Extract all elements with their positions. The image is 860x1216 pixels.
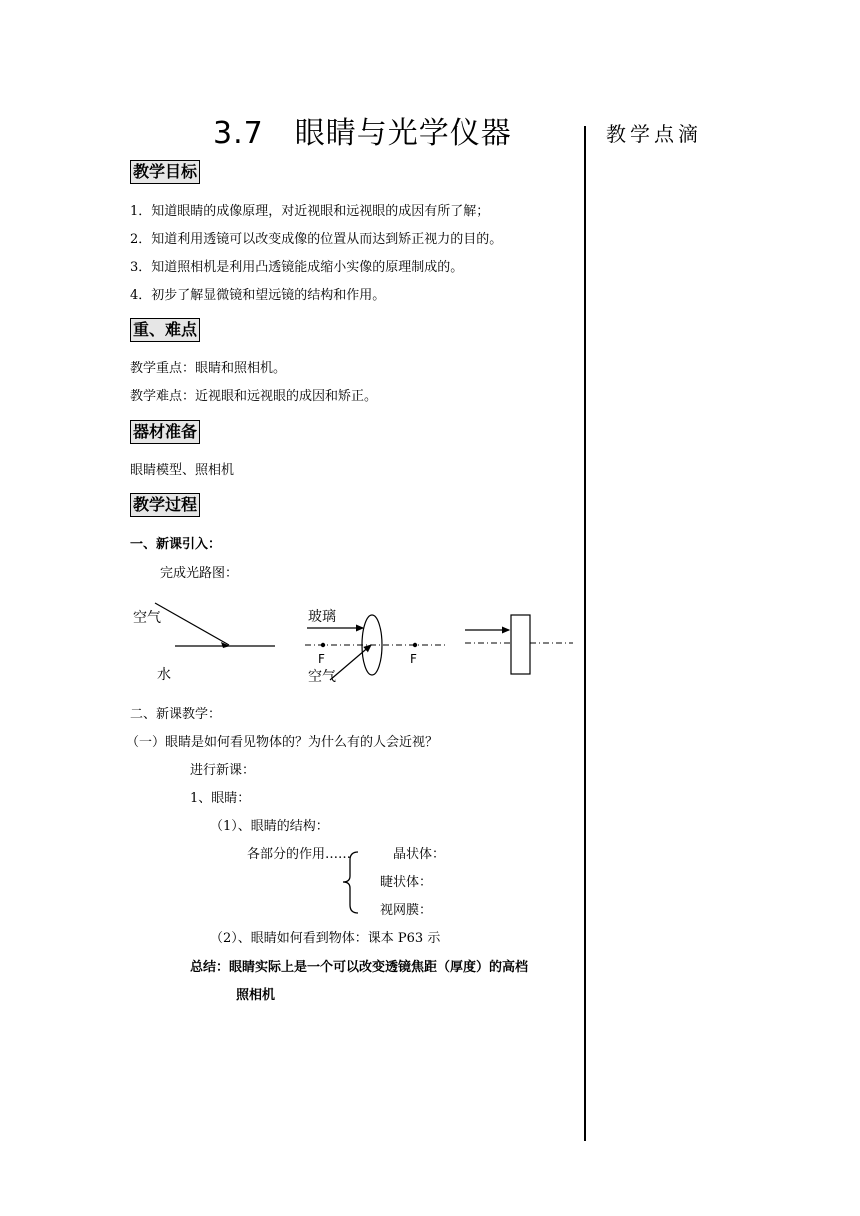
part-retina: 视网膜：: [380, 903, 433, 918]
label-air-2: 空气: [308, 669, 336, 685]
objective-item: 3．知道照相机是利用凸透镜能成缩小实像的原理制成的。: [130, 260, 464, 275]
column-divider: [584, 126, 586, 1141]
label-glass: 玻璃: [308, 609, 336, 625]
part-ciliary-body: 睫状体：: [380, 875, 433, 890]
eye-structure-heading: （1）、眼睛的结构：: [210, 819, 329, 834]
label-focal-left: F: [318, 652, 325, 666]
curly-brace: [340, 850, 362, 915]
focal-point-left: [321, 643, 325, 647]
objective-item: 2．知道利用透镜可以改变成像的位置从而达到矫正视力的目的。: [130, 232, 503, 247]
summary-line-1: 总结：眼睛实际上是一个可以改变透镜焦距（厚度）的高档: [190, 960, 529, 975]
intro-heading: 一、新课引入：: [130, 537, 222, 552]
equipment-heading: 器材准备: [130, 420, 200, 444]
key-points-heading: 重、难点: [130, 318, 200, 342]
objective-item: 4．初步了解显微镜和望远镜的结构和作用。: [130, 288, 386, 303]
difficult-point-text: 教学难点：近视眼和远视眼的成因和矫正。: [130, 389, 378, 404]
key-point-text: 教学重点：眼睛和照相机。: [130, 361, 287, 376]
question-1: （一）眼睛是如何看见物体的？为什么有的人会近视？: [126, 735, 439, 750]
proceed-text: 进行新课：: [190, 763, 256, 778]
incident-ray: [155, 603, 229, 645]
summary-line-2: 照相机: [236, 988, 276, 1003]
how-see-text: （2）、眼睛如何看到物体：课本 P63 示: [210, 931, 441, 946]
side-column-title: 教学点滴: [606, 122, 702, 146]
label-water: 水: [157, 667, 171, 683]
label-air-1: 空气: [133, 610, 161, 626]
equipment-text: 眼睛模型、照相机: [130, 463, 235, 478]
page-title: 3.7 眼睛与光学仪器: [213, 116, 512, 151]
eye-heading: 1、眼睛：: [190, 791, 251, 806]
part-lens: 晶状体：: [393, 847, 446, 862]
ray-through-focus: [330, 645, 371, 680]
objective-item: 1．知道眼睛的成像原理，对近视眼和远视眼的成因有所了解；: [130, 204, 490, 219]
new-lesson-heading: 二、新课教学：: [130, 707, 222, 722]
parts-function-text: 各部分的作用……: [247, 847, 352, 862]
label-focal-right: F: [410, 652, 417, 666]
optical-element-box: [511, 615, 530, 674]
focal-point-right: [413, 643, 417, 647]
process-heading: 教学过程: [130, 493, 200, 517]
objectives-heading: 教学目标: [130, 160, 200, 184]
intro-text: 完成光路图：: [160, 566, 239, 581]
light-path-diagrams: [125, 595, 580, 690]
